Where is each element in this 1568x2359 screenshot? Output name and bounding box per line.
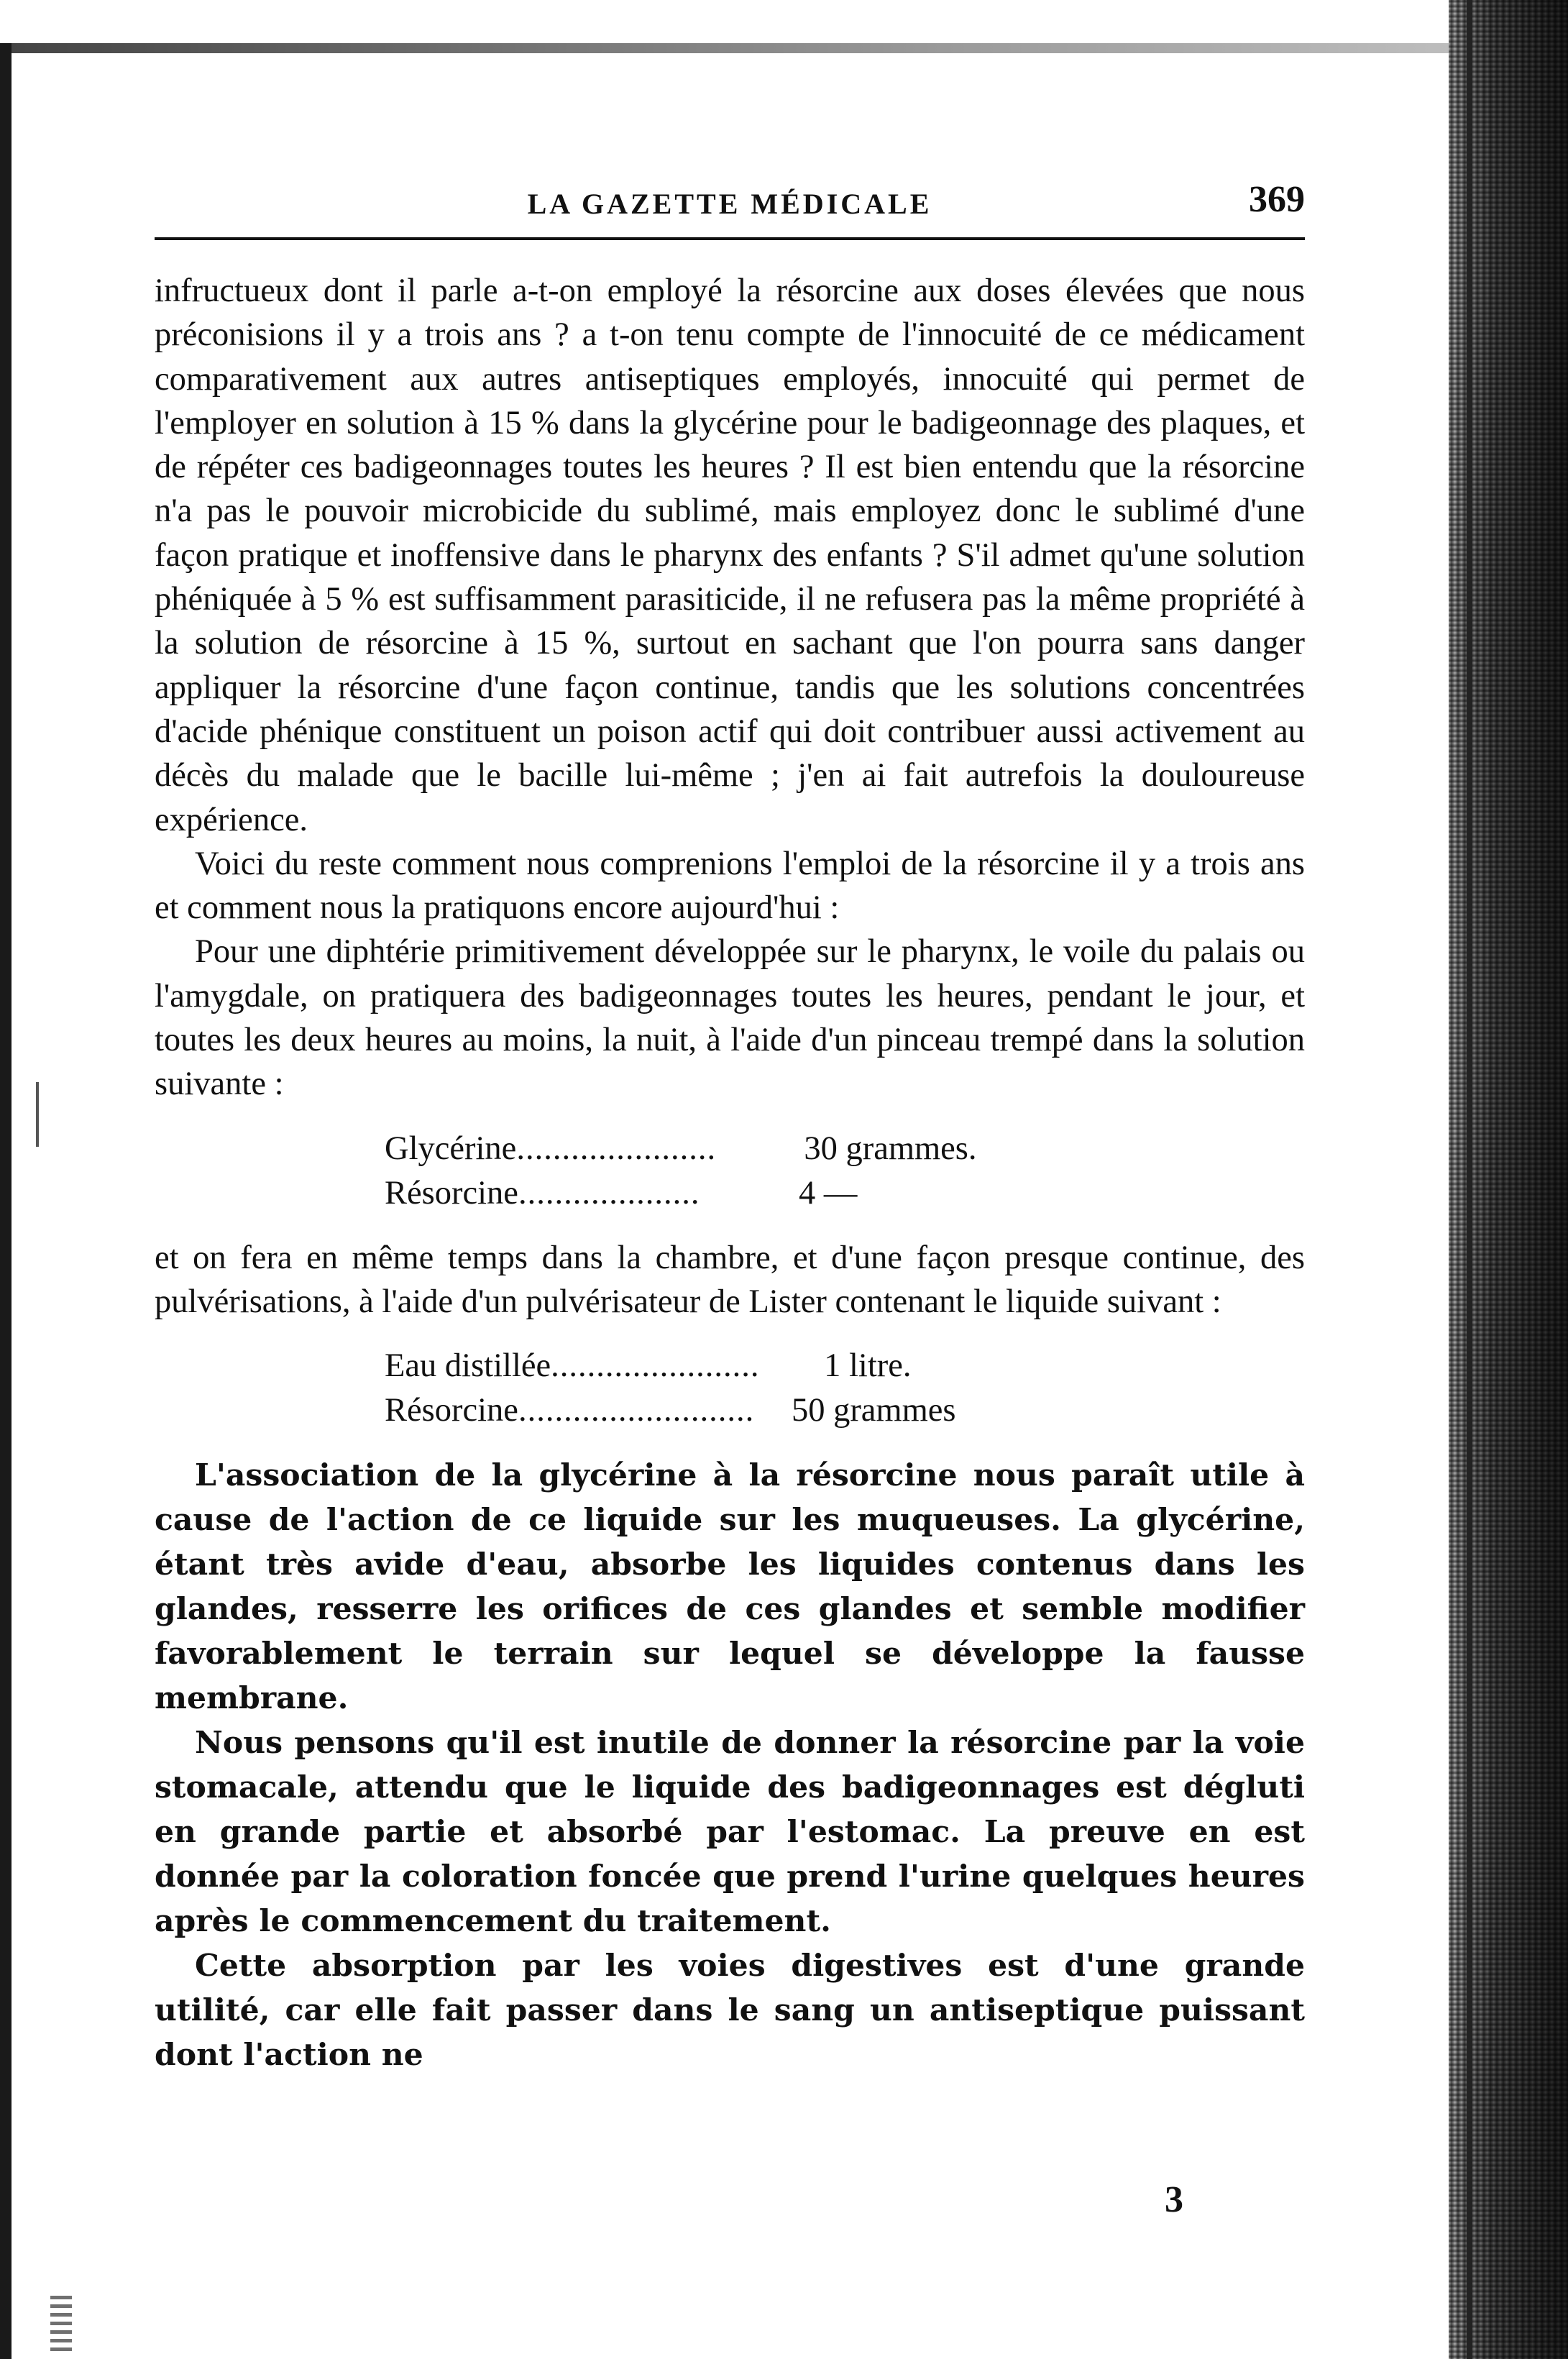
header-rule: [155, 237, 1305, 240]
bold-text-section: [155, 1453, 1305, 2077]
ingredient-quantity: 50 grammes: [791, 1392, 956, 1429]
paragraph: Pour une diphtérie primitivement développée sur le pharynx, le voile du palais ou l'amygdale, on pratiquera des badigeonnages toutes les heures, pendant le jour, et toutes les deux heures au moins, la nuit, à l'aide d'un pinceau trempé dans la solution suivante :: [155, 933, 1305, 1103]
scan-artifact: [50, 2294, 72, 2351]
page-header: [155, 165, 1305, 230]
ingredient-name: Résorcine: [385, 1174, 518, 1211]
recipe-glycerine-resorcine: [385, 1127, 1305, 1216]
ingredient-name: Eau distillée: [385, 1347, 551, 1385]
ingredient-quantity: 4 —: [798, 1174, 858, 1211]
scan-artifact-line: [36, 1082, 39, 1147]
ingredient-name: Glycérine: [385, 1130, 517, 1167]
running-title: LA GAZETTE MÉDICALE: [527, 188, 932, 220]
recipe-row: [385, 1171, 1305, 1216]
ingredient-quantity: 1 litre.: [824, 1347, 912, 1385]
page-number: 369: [1249, 179, 1305, 220]
signature-mark: 3: [1165, 2179, 1183, 2220]
recipe-row: [385, 1388, 1305, 1433]
recipe-eau-resorcine: [385, 1344, 1305, 1433]
paragraph: Cette absorption par les voies digestives est d'une grande utilité, car elle fait passer dans le sang un antiseptique puissant dont l'action ne: [155, 1948, 1305, 2074]
paragraph: et on fera en même temps dans la chambre, et d'une façon presque continue, des pulvérisations, à l'aide d'un pulvérisateur de Lister contenant le liquide suivant :: [155, 1239, 1305, 1320]
scan-edge-left: [0, 43, 12, 2359]
paragraph: L'association de la glycérine à la résorcine nous paraît utile à cause de l'action de ce liquide sur les muqueuses. La glycérine, étant très avide d'eau, absorbe les liquides contenus dans les glandes, resserre les orifices de ces glandes et semble modifier favorablement le terrain sur lequel se développe la fausse membrane.: [155, 1457, 1305, 1717]
paragraph: Voici du reste comment nous comprenions l'emploi de la résorcine il y a trois ans et comment nous la pratiquons encore aujourd'hui :: [155, 845, 1305, 927]
leader-dots: .......................: [551, 1347, 760, 1385]
scan-edge-right-line: [1467, 0, 1472, 2359]
document-page: [155, 165, 1305, 2077]
leader-dots: ......................: [516, 1130, 717, 1167]
paragraph: Nous pensons qu'il est inutile de donner la résorcine par la voie stomacale, attendu que le liquide des badigeonnages est dégluti en grande partie et absorbé par l'estomac. La preuve en est donnée par la coloration foncée que prend l'urine quelques heures après le commencement du traitement.: [155, 1725, 1305, 1940]
leader-dots: ....................: [518, 1174, 700, 1211]
recipe-row: [385, 1344, 1305, 1388]
body-text: [155, 269, 1305, 2077]
scan-edge-top: [0, 43, 1568, 53]
recipe-row: [385, 1127, 1305, 1171]
ingredient-name: Résorcine: [385, 1392, 518, 1429]
leader-dots: ..........................: [518, 1392, 755, 1429]
paragraph: infructueux dont il parle a-t-on employé la résorcine aux doses élevées que nous préconisions il y a trois ans ? a t-on tenu compte de l'innocuité de ce médicament comparativement aux autres antiseptiques employés, innocuité qui permet de l'employer en solution à 15 % dans la glycérine pour le badigeonnage des plaques, et de répéter ces badigeonnages toutes les heures ? Il est bien entendu que la résorcine n'a pas le pouvoir microbicide du sublimé, mais employez donc le sublimé d'une façon pratique et inoffensive dans le pharynx des enfants ? S'il admet qu'une solution phéniquée à 5 % est suffisamment parasiticide, il ne refusera pas la même propriété à la solution de résorcine à 15 %, surtout en sachant que l'on pourra sans danger appliquer la résorcine d'une façon continue, tandis que les solutions concentrées d'acide phénique constituent un poison actif qui doit contribuer aussi activement au décès du malade que le bacille lui-même ; j'en ai fait autrefois la douloureuse expérience.: [155, 272, 1305, 838]
ingredient-quantity: 30 grammes.: [804, 1130, 977, 1167]
